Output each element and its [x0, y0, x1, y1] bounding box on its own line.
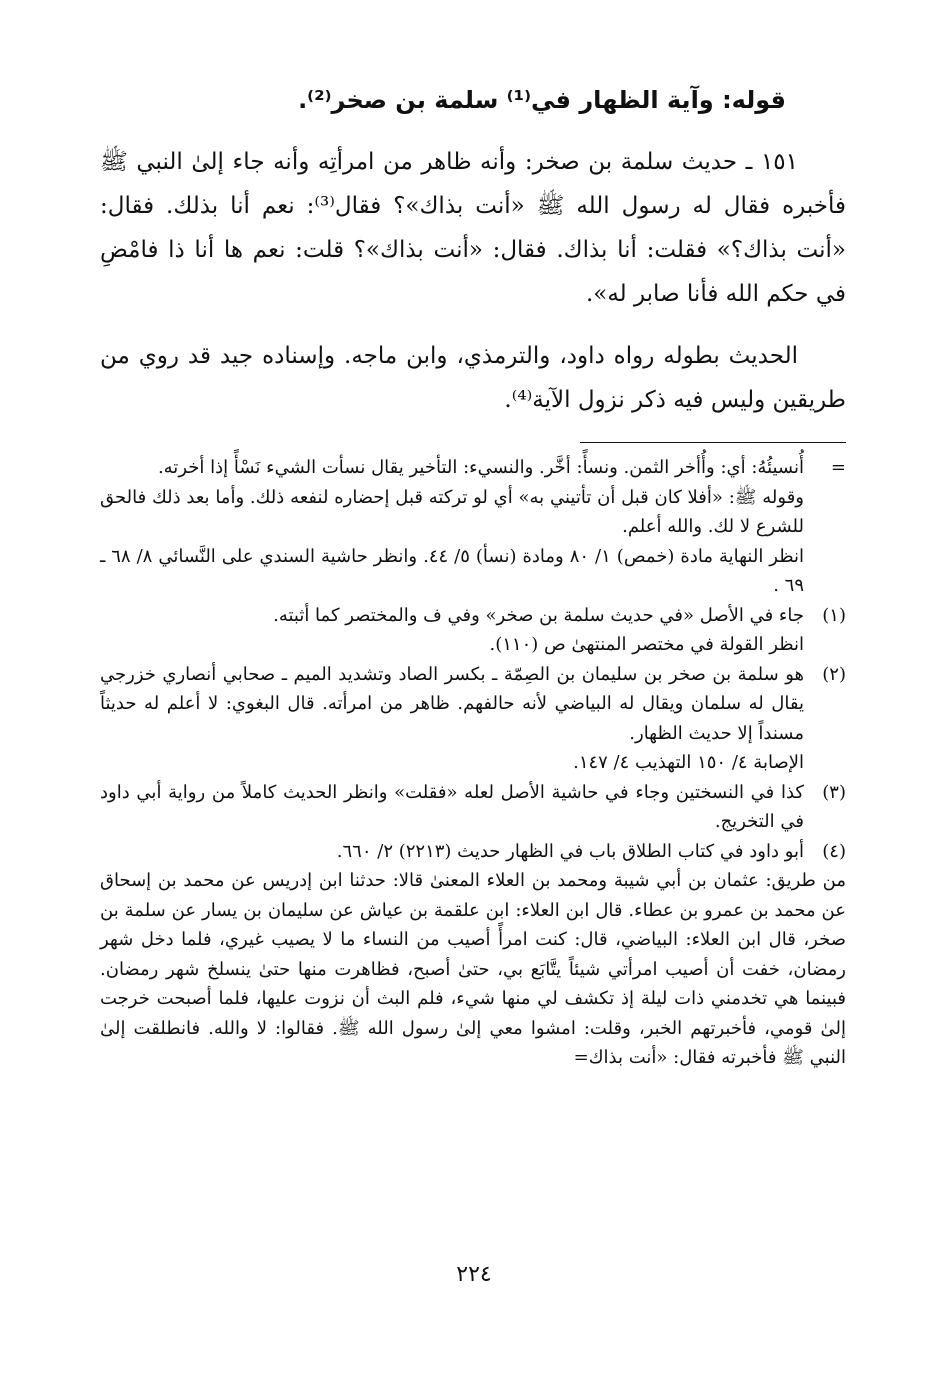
footnote-line: انظر القولة في مختصر المنتهىٰ ص (١١٠).	[489, 634, 804, 655]
footnote-number: (١)	[822, 604, 846, 626]
footnote-line: كذا في النسختين وجاء في حاشية الأصل لعله «فقلت» وانظر الحديث كاملاً من رواية أبي داود في التخريج.	[100, 781, 804, 832]
footnote-1	[100, 601, 846, 660]
footnote-line: أُنسيئُهُ: أي: وأُأخر الثمن. ونسأً: أخَّر. والنسيء: التأخير يقال نسأت الشيء نَسْأً إذا أخرته.	[157, 457, 804, 478]
footnote-3	[100, 778, 846, 837]
footnote-continued	[100, 453, 846, 601]
footnote-line: هو سلمة بن صخر بن سليمان بن الصِمّة ـ بكسر الصاد وتشديد الميم ـ صحابي أنصاري خزرجي يقال له سلمان ويقال له البياضي لأنه حالفهم. ظاهر من امرأته. قال البغوي: لا أعلم له حديثاً مسنداً إلا حديث الظهار.	[100, 663, 804, 744]
footnote-body	[100, 601, 804, 660]
footnote-continuation: من طريق: عثمان بن أبي شيبة ومحمد بن العلاء المعنىٰ قالا: حدثنا ابن إدريس عن محمد بن إسحاق عن محمد بن عمرو بن عطاء. قال ابن العلاء: ابن علقمة بن عياش عن سليمان بن يسار عن سلمة بن صخر، قال ابن العلاء: البياضي، قال: كنت امرأً أصيب من النساء ما لا يصيب غيري، فلما دخل شهر رمضان، خفت أن أصيب امرأتي شيئاً يتَّابَع بي، حتىٰ أصبح، فظاهرت منها حتىٰ ينسلخ شهر رمضان. فبينما هي تخدمني ذات ليلة إذ تكشف لي منها شيء، فلم البث أن نزوت عليها، فلما أصبحت خرجت إلىٰ قومي، فأخبرتهم الخبر، وقلت: امشوا معي إلىٰ رسول الله ﷺ. فقالوا: لا والله. فانطلقت إلىٰ النبي ﷺ فأخبرته فقال: «أنت بذاك=	[100, 870, 846, 1068]
footnote-line: انظر النهاية مادة (خمص) ١/ ٨٠ ومادة (نسأ) ٥/ ٤٤. وانظر حاشية السندي على النَّسائي ٨/ ٦٨ ـ ٦٩ .	[100, 545, 805, 596]
footnote-separator	[580, 442, 846, 443]
footnote-line: وقوله ﷺ: «أفلا كان قبل أن تأتيني به» أي لو تركته قبل إحضاره لنفعه ذلك. وأما بعد ذلك فالحق للشرع لا لك. والله أعلم.	[100, 486, 804, 537]
footnotes-section	[100, 453, 846, 1073]
footnote-line: الإصابة ٤/ ١٥٠ التهذيب ٤/ ١٤٧.	[573, 752, 804, 773]
takhrij-paragraph: الحديث بطوله رواه داود، والترمذي، وابن ماجه. وإسناده جيد قد روي من طريقين وليس فيه ذكر نزول الآية⁽⁴⁾.	[100, 343, 846, 413]
footnote-marker: =	[830, 457, 846, 478]
footnote-number: (٢)	[822, 663, 846, 685]
footnote-body	[100, 660, 804, 778]
footnote-2	[100, 660, 846, 778]
section-heading: قوله: وآية الظهار في⁽¹⁾ سلمة بن صخر⁽²⁾.	[298, 86, 786, 114]
footnote-4	[100, 837, 846, 867]
footnote-number: (٤)	[822, 840, 846, 862]
footnote-body	[100, 778, 804, 837]
footnote-line: أبو داود في كتاب الطلاق باب في الظهار حديث (٢٢١٣) ٢/ ٦٦٠.	[336, 840, 804, 862]
book-page	[100, 76, 846, 1073]
footnote-line: جاء في الأصل «في حديث سلمة بن صخر» وفي ف والمختصر كما أثبته.	[273, 604, 804, 626]
footnote-number: (٣)	[822, 781, 846, 803]
footnote-body	[100, 837, 804, 867]
hadith-paragraph: ١٥١ ـ حديث سلمة بن صخر: وأنه ظاهر من امرأتِه وأنه جاء إلىٰ النبي ﷺ فأخبره فقال له رسول الله ﷺ «أنت بذاك»؟ فقال⁽³⁾: نعم أنا بذلك. فقال: «أنت بذاك؟» فقلت: أنا بذاك. فقال: «أنت بذاك»؟ قلت: نعم ها أنا ذا فامْضِ في حكم الله فأنا صابر له».	[100, 149, 846, 307]
footnote-body	[100, 453, 804, 601]
page-number: ٢٢٤	[456, 1262, 492, 1287]
